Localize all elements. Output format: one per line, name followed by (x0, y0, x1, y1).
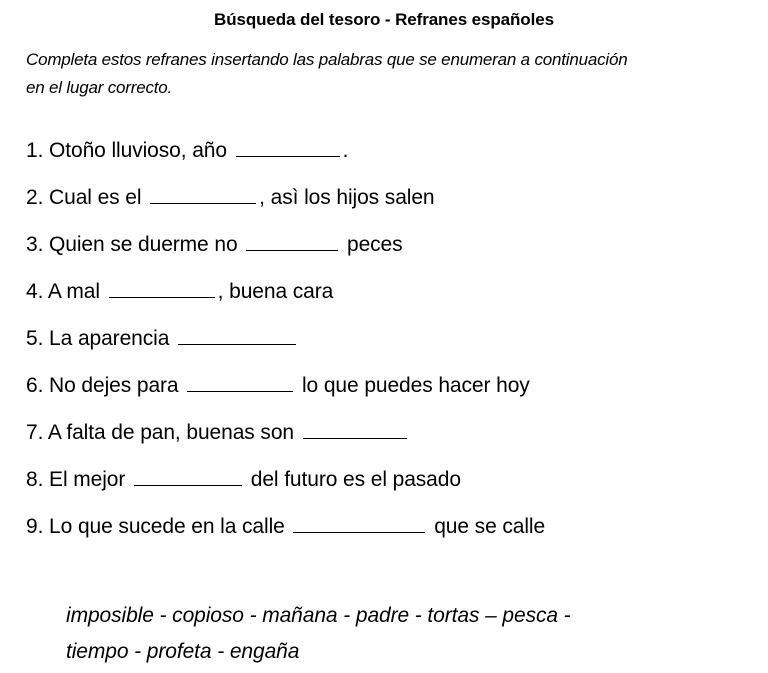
proverb-text-before: 6. No dejes para (26, 374, 185, 397)
answer-blank (134, 461, 242, 486)
instructions (26, 46, 756, 102)
proverb-text-after: lo que puedes hacer hoy (296, 374, 530, 397)
answer-blank (303, 414, 407, 439)
instructions-line-2: en el lugar correcto. (26, 78, 173, 97)
proverb-text-before: 2. Cual es el (26, 186, 148, 209)
proverb-8 (26, 461, 756, 508)
proverb-text-before: 7. A falta de pan, buenas son (26, 421, 300, 444)
proverb-text-after: , buena cara (217, 280, 334, 303)
proverb-5 (26, 320, 756, 367)
answer-blank (293, 508, 425, 533)
word-bank-line-1: imposible - copioso - mañana - padre - tortas – pesca - (66, 604, 571, 627)
proverb-text-before: 4. A mal (26, 280, 106, 303)
answer-blank (150, 179, 256, 204)
proverb-text-after: , asì los hijos salen (259, 186, 435, 209)
proverb-text-after: . (342, 139, 349, 162)
proverb-6 (26, 367, 756, 414)
proverb-2 (26, 179, 756, 226)
proverb-9 (26, 508, 756, 555)
proverb-7 (26, 414, 756, 461)
proverb-4 (26, 273, 756, 320)
proverb-text-after: del futuro es el pasado (245, 468, 461, 491)
proverb-list (26, 132, 756, 555)
word-bank (66, 598, 746, 670)
proverb-text-before: 3. Quien se duerme no (26, 233, 244, 256)
proverb-text-after: peces (341, 233, 403, 256)
proverb-text-before: 9. Lo que sucede en la calle (26, 515, 291, 538)
proverb-1 (26, 132, 756, 179)
instructions-line-1: Completa estos refranes insertando las palabras que se enumeran a continuación (26, 50, 628, 69)
answer-blank (236, 132, 340, 157)
page-title: Búsqueda del tesoro - Refranes españoles (214, 10, 554, 29)
proverb-3 (26, 226, 756, 273)
answer-blank (178, 320, 296, 345)
proverb-text-before: 8. El mejor (26, 468, 131, 491)
proverb-text-before: 5. La aparencia (26, 327, 176, 350)
answer-blank (187, 367, 293, 392)
proverb-text-before: 1. Otoño lluvioso, año (26, 139, 233, 162)
proverb-text-after: que se calle (428, 515, 546, 538)
answer-blank (246, 226, 338, 251)
answer-blank (109, 273, 215, 298)
word-bank-line-2: tiempo - profeta - engaña (66, 640, 300, 663)
